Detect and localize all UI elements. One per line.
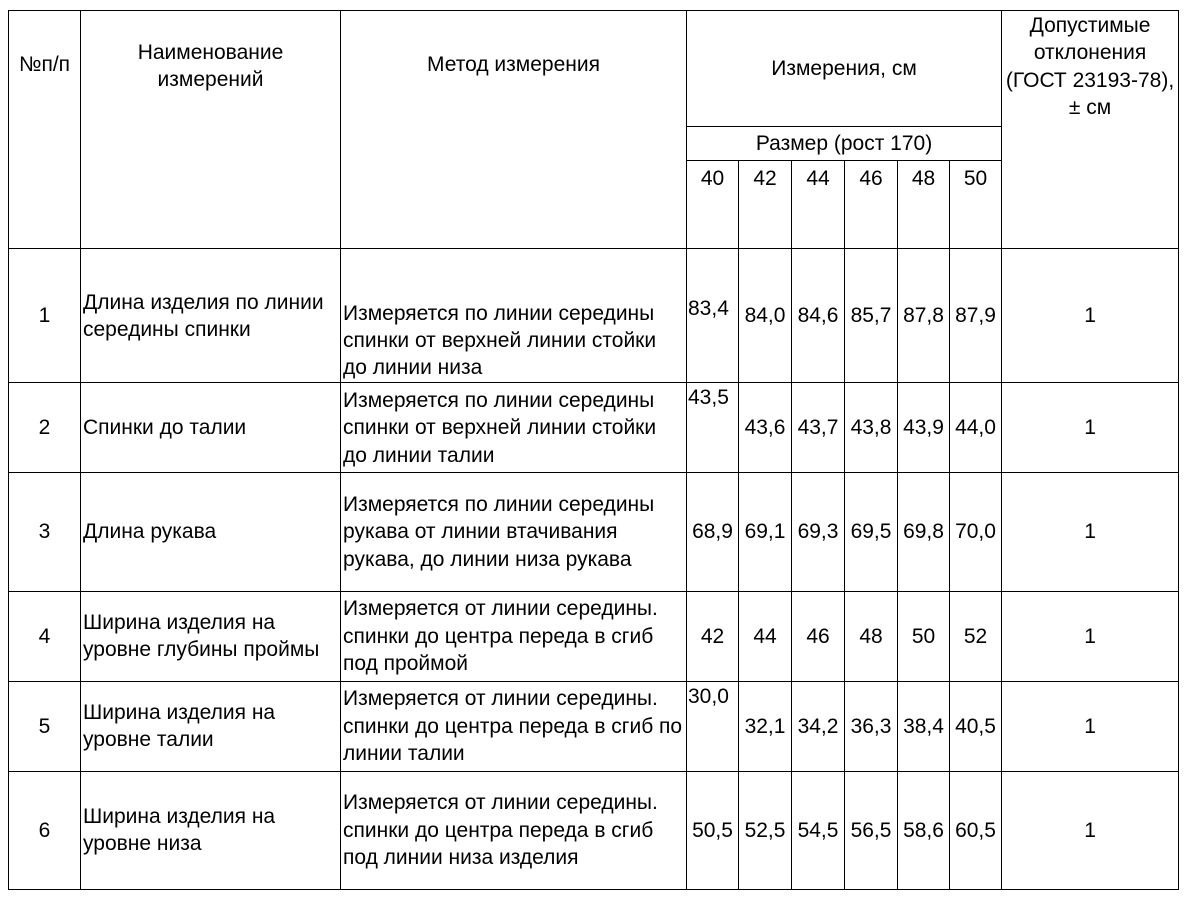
row-value: 54,5 [792,771,845,889]
row-value: 44 [739,591,792,681]
row-name: Длина рукава [81,473,341,591]
row-method: Измеряется от линии середины. спинки до центра переда в сгиб по линии талии [341,681,687,771]
row-value: 84,6 [792,249,845,383]
table-row [9,383,1179,473]
row-value: 43,8 [845,383,898,473]
row-deviation: 1 [1002,473,1179,591]
row-value: 36,3 [845,681,898,771]
row-value: 69,8 [898,473,950,591]
row-value: 58,6 [898,771,950,889]
header-row [9,11,1179,127]
header-method: Метод измерения [341,11,687,249]
row-name: Ширина изделия на уровне низа [81,771,341,889]
row-value: 60,5 [950,771,1002,889]
row-value: 43,9 [898,383,950,473]
row-method: Измеряется по линии середины рукава от линии втачивания рукава, до линии низа рукава [341,473,687,591]
row-method: Измеряется от линии середины. спинки до центра переда в сгиб под линии низа изделия [341,771,687,889]
row-num: 4 [9,591,81,681]
row-value: 69,1 [739,473,792,591]
header-size: 50 [950,161,1002,249]
row-num: 5 [9,681,81,771]
row-deviation: 1 [1002,249,1179,383]
row-value: 69,3 [792,473,845,591]
header-deviation: Допустимые отклонения (ГОСТ 23193-78), ± см [1002,11,1179,249]
row-name: Спинки до талии [81,383,341,473]
row-num: 6 [9,771,81,889]
row-value: 32,1 [739,681,792,771]
row-name: Длина изделия по линии середины спинки [81,249,341,383]
table-row [9,681,1179,771]
row-num: 3 [9,473,81,591]
row-value: 87,8 [898,249,950,383]
header-size: 44 [792,161,845,249]
row-method: Измеряется по линии середины спинки от верхней линии стойки до линии талии [341,383,687,473]
header-size: 48 [898,161,950,249]
header-measurements: Измерения, см [687,11,1002,127]
header-size: 40 [687,161,739,249]
row-value: 84,0 [739,249,792,383]
row-value: 69,5 [845,473,898,591]
row-value: 48 [845,591,898,681]
row-value: 68,9 [687,473,739,591]
row-value: 52 [950,591,1002,681]
row-value: 44,0 [950,383,1002,473]
row-value: 42 [687,591,739,681]
row-num: 2 [9,383,81,473]
row-value: 56,5 [845,771,898,889]
row-value: 30,0 [687,681,739,771]
row-value: 50 [898,591,950,681]
row-deviation: 1 [1002,591,1179,681]
header-size: 46 [845,161,898,249]
row-value: 52,5 [739,771,792,889]
table-row [9,473,1179,591]
row-value: 50,5 [687,771,739,889]
row-value: 43,5 [687,383,739,473]
table-row [9,591,1179,681]
row-value: 46 [792,591,845,681]
row-method: Измеряется от линии середины. спинки до центра переда в сгиб под проймой [341,591,687,681]
header-size: 42 [739,161,792,249]
table-row [9,771,1179,889]
row-value: 43,6 [739,383,792,473]
row-method: Измеряется по линии середины спинки от верхней линии стойки до линии низа [341,249,687,383]
row-deviation: 1 [1002,383,1179,473]
row-value: 43,7 [792,383,845,473]
row-num: 1 [9,249,81,383]
row-value: 38,4 [898,681,950,771]
row-value: 70,0 [950,473,1002,591]
row-deviation: 1 [1002,771,1179,889]
header-name: Наименование измерений [81,11,341,249]
row-name: Ширина изделия на уровне глубины проймы [81,591,341,681]
row-value: 40,5 [950,681,1002,771]
row-deviation: 1 [1002,681,1179,771]
header-size-label: Размер (рост 170) [687,127,1002,161]
measurements-table [8,10,1179,890]
row-value: 83,4 [687,249,739,383]
table-row [9,249,1179,383]
row-value: 85,7 [845,249,898,383]
row-value: 34,2 [792,681,845,771]
header-num: №п/п [9,11,81,249]
row-name: Ширина изделия на уровне талии [81,681,341,771]
row-value: 87,9 [950,249,1002,383]
